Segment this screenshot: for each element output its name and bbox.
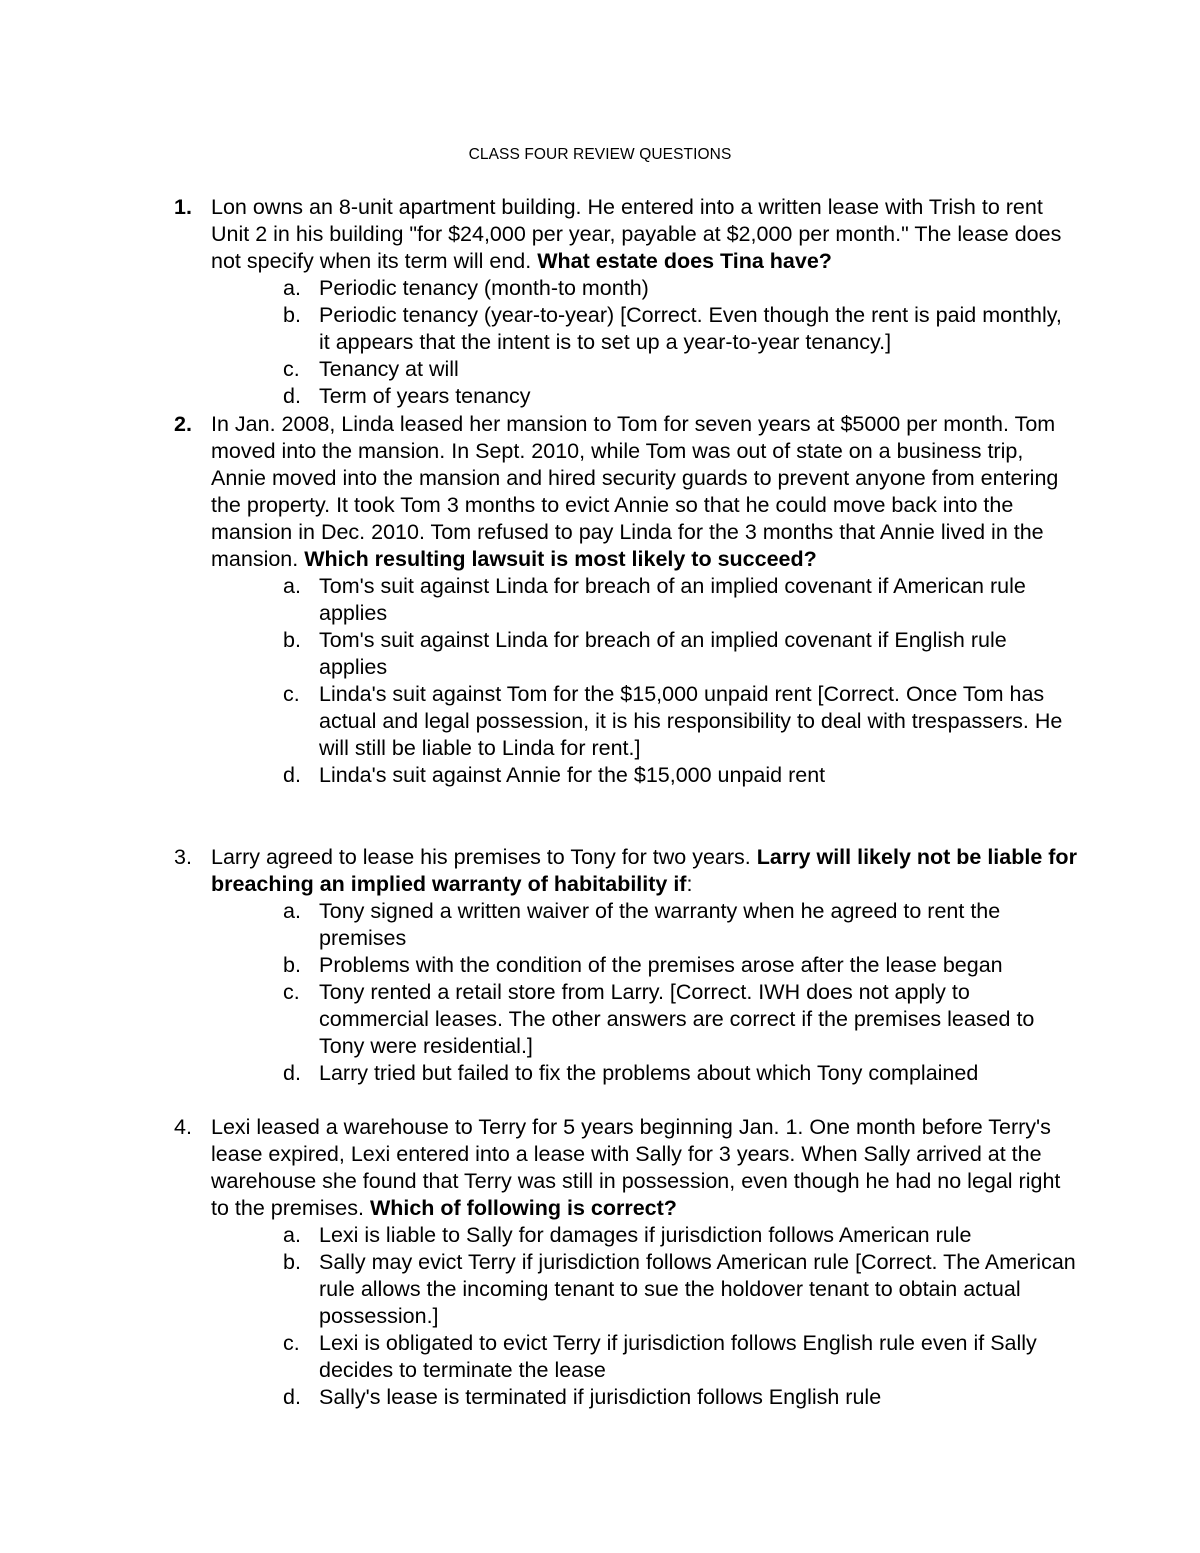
- option-letter: a.: [283, 1223, 301, 1247]
- answer-option: [211, 383, 1077, 410]
- question-stem: Lexi leased a warehouse to Terry for 5 years beginning Jan. 1. One month before Terry's lease expired, Lexi entered into a lease with Sally for 3 years. When Sally arrived at the warehouse she found that Terry was still in possession, even though he had no legal right to the premises.: [211, 1115, 1061, 1220]
- question-stem: Larry agreed to lease his premises to Tony for two years.: [211, 845, 757, 869]
- question-3: [174, 844, 1077, 1087]
- answer-option: [211, 627, 1077, 681]
- option-text: Tenancy at will: [319, 357, 459, 381]
- option-text: Lexi is liable to Sally for damages if jurisdiction follows American rule: [319, 1223, 972, 1247]
- question-body: [211, 1114, 1077, 1411]
- answer-option: [211, 1249, 1077, 1330]
- answer-option: [211, 275, 1077, 302]
- question-number: 2.: [174, 412, 192, 436]
- answer-option: [211, 979, 1077, 1060]
- question-2: [174, 411, 1074, 789]
- question-prompt: Larry will likely not be liable for breaching an implied warranty of habitability if: [211, 845, 1077, 896]
- question-body: [211, 844, 1077, 1087]
- option-text: Tony signed a written waiver of the warranty when he agreed to rent the premises: [319, 899, 1001, 950]
- option-text: Linda's suit against Tom for the $15,000 unpaid rent [Correct. Once Tom has actual and legal possession, it is his responsibility to deal with trespassers. He will still be liable to Linda for rent.]: [319, 682, 1063, 760]
- answer-option: [211, 952, 1077, 979]
- option-letter: a.: [283, 574, 301, 598]
- answer-option: [211, 573, 1077, 627]
- question-prompt: Which resulting lawsuit is most likely to succeed?: [304, 547, 817, 571]
- question-body: [211, 411, 1077, 789]
- question-stem: Lon owns an 8-unit apartment building. He entered into a written lease with Trish to rent Unit 2 in his building "for $24,000 per year, payable at $2,000 per month." The lease does not specify when its term will end.: [211, 195, 1062, 273]
- answer-options: [211, 1222, 1077, 1411]
- answer-option: [211, 681, 1077, 762]
- answer-option: [211, 302, 1077, 356]
- question-stem: In Jan. 2008, Linda leased her mansion to Tom for seven years at $5000 per month. Tom moved into the mansion. In Sept. 2010, while Tom was out of state on a business trip, Annie moved into the mansion and hired security guards to prevent anyone from entering the property. It took Tom 3 months to evict Annie so that he could move back into the mansion in Dec. 2010. Tom refused to pay Linda for the 3 months that Annie lived in the mansion.: [211, 412, 1059, 571]
- answer-option: [211, 898, 1077, 952]
- answer-option: [211, 1330, 1077, 1384]
- option-letter: c.: [283, 682, 300, 706]
- option-text: Periodic tenancy (year-to-year) [Correct. Even though the rent is paid monthly, it appears that the intent is to set up a year-to-year tenancy.]: [319, 303, 1062, 354]
- option-letter: a.: [283, 276, 301, 300]
- option-text: Sally's lease is terminated if jurisdiction follows English rule: [319, 1385, 882, 1409]
- option-letter: c.: [283, 980, 300, 1004]
- option-text: Lexi is obligated to evict Terry if jurisdiction follows English rule even if Sally decides to terminate the lease: [319, 1331, 1037, 1382]
- question-colon: :: [686, 872, 693, 896]
- question-1: [174, 194, 1074, 410]
- question-4: [174, 1114, 1074, 1411]
- answer-option: [211, 1060, 1077, 1087]
- option-text: Problems with the condition of the premises arose after the lease began: [319, 953, 1003, 977]
- answer-option: [211, 1222, 1077, 1249]
- option-letter: d.: [283, 763, 301, 787]
- option-text: Tom's suit against Linda for breach of an implied covenant if American rule applies: [319, 574, 1026, 625]
- question-number: 3.: [174, 845, 192, 869]
- option-letter: a.: [283, 899, 301, 923]
- option-letter: b.: [283, 628, 301, 652]
- option-text: Sally may evict Terry if jurisdiction follows American rule [Correct. The American rule allows the incoming tenant to sue the holdover tenant to obtain actual possession.]: [319, 1250, 1076, 1328]
- option-letter: d.: [283, 1385, 301, 1409]
- answer-options: [211, 898, 1077, 1087]
- option-letter: c.: [283, 1331, 300, 1355]
- page-title: CLASS FOUR REVIEW QUESTIONS: [468, 146, 732, 163]
- option-text: Larry tried but failed to fix the problems about which Tony complained: [319, 1061, 979, 1085]
- option-text: Term of years tenancy: [319, 384, 531, 408]
- option-text: Tom's suit against Linda for breach of an implied covenant if English rule applies: [319, 628, 1007, 679]
- option-text: Periodic tenancy (month-to month): [319, 276, 649, 300]
- option-text: Linda's suit against Annie for the $15,000 unpaid rent: [319, 763, 826, 787]
- question-number: 4.: [174, 1115, 192, 1139]
- answer-option: [211, 356, 1077, 383]
- option-letter: c.: [283, 357, 300, 381]
- option-letter: b.: [283, 1250, 301, 1274]
- answer-options: [211, 573, 1077, 789]
- option-text: Tony rented a retail store from Larry. [Correct. IWH does not apply to commercial leases. The other answers are correct if the premises leased to Tony were residential.]: [319, 980, 1035, 1058]
- answer-option: [211, 762, 1077, 789]
- question-body: [211, 194, 1077, 410]
- question-number: 1.: [174, 195, 192, 219]
- option-letter: d.: [283, 384, 301, 408]
- answer-option: [211, 1384, 1077, 1411]
- option-letter: b.: [283, 303, 301, 327]
- question-prompt: What estate does Tina have?: [537, 249, 832, 273]
- option-letter: d.: [283, 1061, 301, 1085]
- option-letter: b.: [283, 953, 301, 977]
- question-prompt: Which of following is correct?: [369, 1196, 677, 1220]
- answer-options: [211, 275, 1077, 410]
